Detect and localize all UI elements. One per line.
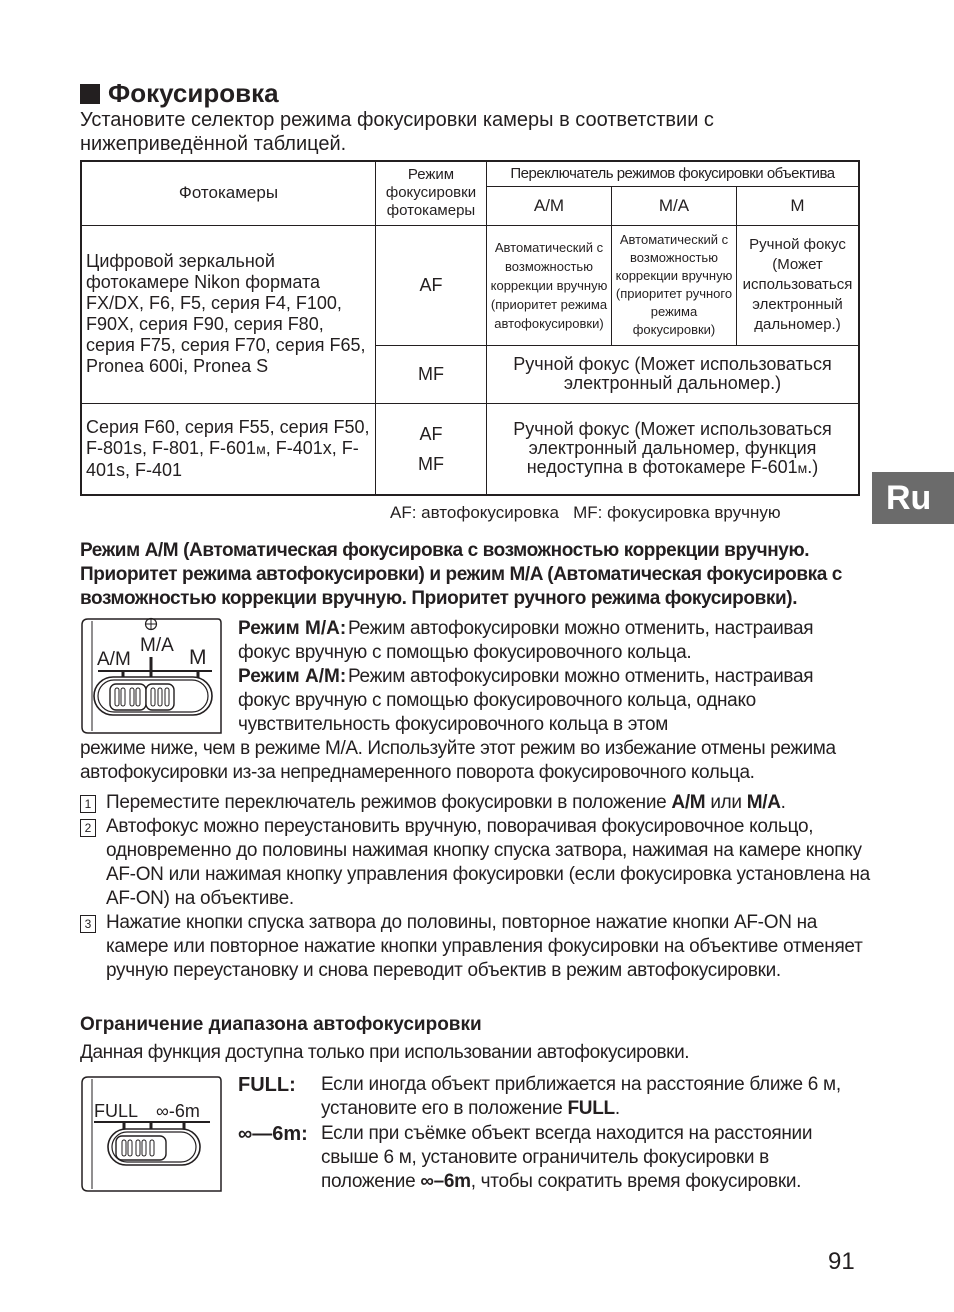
header-camera: Фотокамеры [81,161,376,225]
intro-text: Установите селектор режима фокусировки камеры в соответствии с нижеприведённой таблицей. [80,109,714,155]
am-desc: Режим автофокусировки можно отменить, настраивая фокус вручную с помощью фокусировочного кольца, однако чувствительность фокусировочного кольца в этом [238,666,814,735]
row2-modes: AF MF [376,403,487,495]
dial2-full-label: FULL [94,1101,139,1121]
row1-af-ma: Автоматический с возможностью коррекции вручную (приоритет ручного режима фокусировки) [612,225,737,345]
row1-mf-all: Ручной фокус (Может использоваться электронный дальномер.) [487,345,860,403]
step-number: 1 [80,795,96,813]
step-number: 2 [80,819,96,837]
dial1-am-label: A/M [97,649,131,670]
ma-term: Режим M/A: [238,618,347,639]
row1-af-am: Автоматический с возможностью коррекции вручную (приоритет режима автофокусировки) [487,225,612,345]
full-term: FULL: [238,1074,296,1096]
header-camera-mode: Режим фокусировки фотокамеры [376,161,487,225]
step-3: 3 Нажатие кнопки спуска затвора до половины, повторное нажатие кнопки AF-ON на камере или повторное нажатие кнопки управления фокусировки на объективе отменяет ручную переустановку и снова переводит объектив в режим автофокусировки. [80,911,870,983]
row1-mf: MF [376,345,487,403]
bullet-square-icon [80,84,100,104]
row2-camera: Серия F60, серия F55, серия F50, F-801s, F-801, F-601м, F-401x, F-401s, F-401 [81,403,376,495]
focus-limit-switch-illustration [80,1075,222,1193]
limit-heading: Ограничение диапазона автофокусировки [80,1014,482,1035]
step-number: 3 [80,915,96,933]
row1-af: AF [376,225,487,345]
page-number: 91 [828,1248,855,1275]
inf-term: ∞—6m: [238,1123,308,1145]
header-am: A/M [487,186,612,225]
language-tab: Ru [872,472,954,524]
am-term: Режим A/M: [238,666,347,687]
header-m: M [737,186,860,225]
table-legend: AF: автофокусировка MF: фокусировка вручную [390,503,781,522]
limit-text: Данная функция доступна только при использовании автофокусировки. [80,1042,690,1063]
section-title [80,78,279,109]
dial1-ma-label: M/A [140,635,174,656]
row1-camera: Цифровой зеркальной фотокамере Nikon формата FX/DX, F6, F5, серия F4, F100, F90X, серия F90, серия F80, серия F75, серия F70, серия F65, Pronea 600i, Pronea S [81,225,376,403]
full-desc: Если иногда объект приближается на расстояние ближе 6 м, установите его в положение FULL. [321,1074,841,1119]
section-title-text: Фокусировка [108,78,279,108]
am-mode-entry [238,665,868,737]
modes-heading: Режим A/M (Автоматическая фокусировка с возможностью коррекции вручную. Приоритет режима автофокусировки) и режим M/A (Автоматическая фокусировка с возможностью коррекции вручную. Приоритет ручного режима фокусировки). [80,540,842,609]
am-mode-continuation: режиме ниже, чем в режиме M/A. Используйте этот режим во избежание отмены режима автофокусировки из-за непреднамеренного поворота фокусировочного кольца. [80,738,836,783]
dial2-inf-label: ∞-6m [156,1101,200,1121]
header-lens-switch: Переключатель режимов фокусировки объектива [487,161,860,186]
focus-mode-table [80,160,860,496]
row1-af-m: Ручной фокус (Может использоваться электронный дальномер.) [737,225,860,345]
step-1: 1 Переместите переключатель режимов фокусировки в положение A/M или M/A. [80,791,870,815]
ma-desc: Режим автофокусировки можно отменить, настраивая фокус вручную с помощью фокусировочного кольца. [238,618,814,663]
inf-desc: Если при съёмке объект всегда находится на расстоянии свыше 6 м, установите ограничитель фокусировки в положение ∞–6m, чтобы сократить время фокусировки. [321,1123,813,1192]
step-2: 2 Автофокус можно переустановить вручную, поворачивая фокусировочное кольцо, одновременно до половины нажимая кнопку спуска затвора, нажимая на камере кнопку AF-ON или нажимая кнопку управления фокусировки (если фокусировка установлена на AF-ON) на объективе. [80,815,870,911]
row2-all: Ручной фокус (Может использоваться электронный дальномер, функция недоступна в фотокамере F-601м.) [487,403,860,495]
dial1-m-label: M [189,646,207,669]
focus-mode-switch-illustration [80,617,222,735]
header-ma: M/A [612,186,737,225]
ma-mode-entry [238,617,868,665]
